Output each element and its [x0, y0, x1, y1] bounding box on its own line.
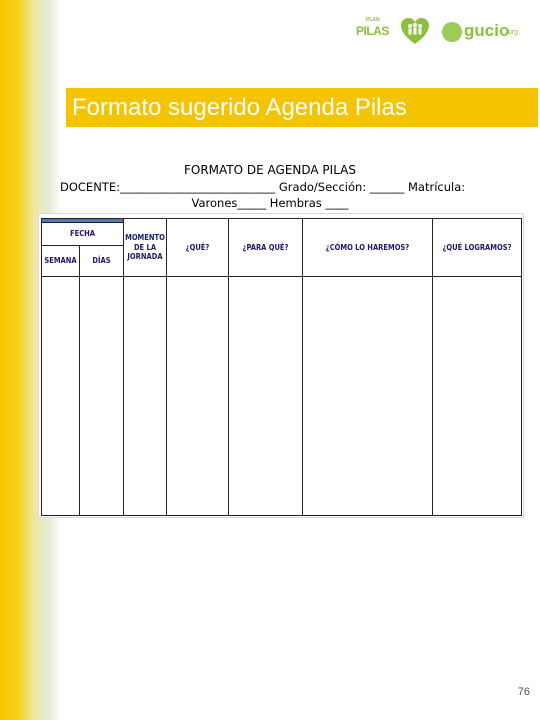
header-semana: SEMANA [42, 246, 80, 277]
table-cell [42, 277, 80, 516]
plan-logo-bottom-text: PILAS [356, 24, 389, 38]
plan-pilas-logo [350, 17, 390, 45]
document-heading: FORMATO DE AGENDA PILAS [183, 163, 356, 177]
gucio-logo-text: gucio [464, 21, 510, 40]
header-momento: MOMENTO DE LA JORNADA [124, 219, 167, 277]
plan-logo-top-text: PLAN [366, 17, 380, 23]
table-cell [229, 277, 303, 516]
header-dias: DÍAS [80, 246, 124, 277]
gucio-emblem-icon [442, 22, 462, 42]
table-cell [124, 277, 167, 516]
slide-title-bar [64, 86, 540, 129]
table-cell [433, 277, 522, 516]
slide-title: Formato sugerido Agenda Pilas [72, 94, 407, 121]
header-que: ¿QUÉ? [167, 219, 229, 277]
table-cell [167, 277, 229, 516]
document-teacher-line: DOCENTE:___________________________ Grado/Sección: ______ Matrícula: [60, 180, 466, 194]
table-cell [303, 277, 433, 516]
gucio-logo [442, 19, 522, 45]
agenda-table [41, 218, 522, 516]
page-number: 76 [517, 686, 530, 698]
gucio-logo-suffix: .org [506, 29, 519, 36]
header-fecha: FECHA [42, 223, 124, 246]
document-students-line: Varones_____ Hembras ____ [191, 196, 349, 210]
header-como: ¿CÓMO LO HAREMOS? [303, 219, 433, 277]
header-para-que: ¿PARA QUÉ? [229, 219, 303, 277]
header-logramos: ¿QUÉ LOGRAMOS? [433, 219, 522, 277]
agenda-table-image [38, 213, 524, 518]
table-cell [80, 277, 124, 516]
heart-people-icon [400, 17, 430, 47]
